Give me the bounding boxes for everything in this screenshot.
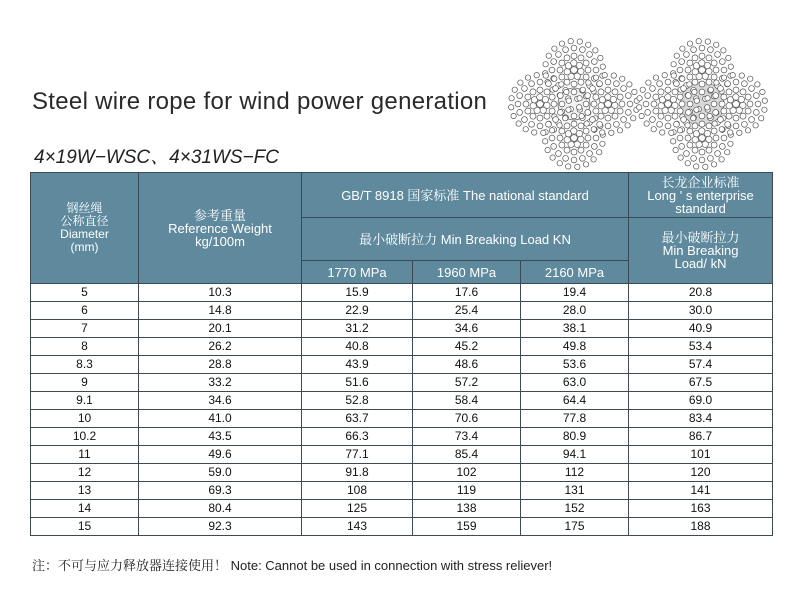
- cell-weight: 34.6: [139, 392, 302, 410]
- cell-weight: 80.4: [139, 500, 302, 518]
- wire-rope-fibre-core-cross-section-icon: [636, 38, 768, 170]
- spec-table-body: [31, 284, 773, 536]
- cell-load-enterprise: 40.9: [629, 320, 773, 338]
- cell-load-enterprise: 30.0: [629, 302, 773, 320]
- cell-load-1960: 45.2: [413, 338, 521, 356]
- cell-load-1960: 70.6: [413, 410, 521, 428]
- enterprise-load-header: 最小破断拉力 Min Breaking Load/ kN: [629, 218, 773, 284]
- national-load-header: 最小破断拉力 Min Breaking Load KN: [302, 218, 629, 261]
- cell-load-enterprise: 20.8: [629, 284, 773, 302]
- cell-load-1960: 17.6: [413, 284, 521, 302]
- cell-diameter: 8.3: [31, 356, 139, 374]
- cell-load-2160: 53.6: [521, 356, 629, 374]
- cell-load-1770: 51.6: [302, 374, 413, 392]
- table-row: [31, 356, 773, 374]
- cell-load-enterprise: 67.5: [629, 374, 773, 392]
- cell-diameter: 12: [31, 464, 139, 482]
- diameter-header: 钢丝绳 公称直径 Diameter (mm): [31, 173, 139, 284]
- cell-load-1770: 22.9: [302, 302, 413, 320]
- cell-weight: 43.5: [139, 428, 302, 446]
- grade-1960-header: 1960 MPa: [413, 261, 521, 284]
- cell-load-1960: 57.2: [413, 374, 521, 392]
- cell-weight: 26.2: [139, 338, 302, 356]
- table-row: [31, 338, 773, 356]
- cell-diameter: 5: [31, 284, 139, 302]
- cell-load-enterprise: 101: [629, 446, 773, 464]
- cell-load-1960: 25.4: [413, 302, 521, 320]
- cell-load-enterprise: 53.4: [629, 338, 773, 356]
- cell-weight: 33.2: [139, 374, 302, 392]
- table-row: [31, 284, 773, 302]
- cell-load-1960: 48.6: [413, 356, 521, 374]
- page-title: Steel wire rope for wind power generation: [32, 88, 488, 115]
- cell-diameter: 6: [31, 302, 139, 320]
- cell-load-1960: 58.4: [413, 392, 521, 410]
- cell-load-enterprise: 188: [629, 518, 773, 536]
- cell-weight: 20.1: [139, 320, 302, 338]
- table-row: [31, 374, 773, 392]
- cell-load-2160: 64.4: [521, 392, 629, 410]
- cell-load-1770: 91.8: [302, 464, 413, 482]
- cell-load-1770: 143: [302, 518, 413, 536]
- cell-load-enterprise: 83.4: [629, 410, 773, 428]
- cell-load-2160: 112: [521, 464, 629, 482]
- cell-weight: 14.8: [139, 302, 302, 320]
- grade-1770-header: 1770 MPa: [302, 261, 413, 284]
- table-row: [31, 302, 773, 320]
- cell-load-1770: 43.9: [302, 356, 413, 374]
- cell-load-2160: 131: [521, 482, 629, 500]
- grade-2160-header: 2160 MPa: [521, 261, 629, 284]
- cell-weight: 41.0: [139, 410, 302, 428]
- cell-load-enterprise: 141: [629, 482, 773, 500]
- cell-load-1770: 40.8: [302, 338, 413, 356]
- cell-load-1770: 125: [302, 500, 413, 518]
- wire-rope-cross-section-icon: [508, 38, 640, 170]
- cell-load-1770: 15.9: [302, 284, 413, 302]
- cell-weight: 49.6: [139, 446, 302, 464]
- cell-load-1960: 119: [413, 482, 521, 500]
- table-row: [31, 482, 773, 500]
- cell-load-1960: 85.4: [413, 446, 521, 464]
- cell-diameter: 10.2: [31, 428, 139, 446]
- national-standard-header: GB/T 8918 国家标准 The national standard: [302, 173, 629, 218]
- table-row: [31, 410, 773, 428]
- weight-header: 参考重量 Reference Weight kg/100m: [139, 173, 302, 284]
- table-row: [31, 392, 773, 410]
- cell-load-2160: 94.1: [521, 446, 629, 464]
- usage-note: 注：不可与应力释放器连接使用！ Note: Cannot be used in connection with stress reliever!: [32, 558, 553, 573]
- cell-diameter: 10: [31, 410, 139, 428]
- table-row: [31, 464, 773, 482]
- cell-load-1960: 159: [413, 518, 521, 536]
- table-row: [31, 518, 773, 536]
- cell-diameter: 7: [31, 320, 139, 338]
- cell-diameter: 14: [31, 500, 139, 518]
- table-row: [31, 446, 773, 464]
- cell-diameter: 9: [31, 374, 139, 392]
- table-row: [31, 320, 773, 338]
- cell-diameter: 8: [31, 338, 139, 356]
- cell-load-enterprise: 120: [629, 464, 773, 482]
- cell-load-2160: 28.0: [521, 302, 629, 320]
- cell-weight: 59.0: [139, 464, 302, 482]
- cell-load-enterprise: 86.7: [629, 428, 773, 446]
- cell-load-1770: 52.8: [302, 392, 413, 410]
- enterprise-standard-header: 长龙企业标准 Long ' s enterprise standard: [629, 173, 773, 218]
- table-row: [31, 428, 773, 446]
- cell-load-2160: 38.1: [521, 320, 629, 338]
- spec-table: [30, 172, 773, 536]
- cell-diameter: 11: [31, 446, 139, 464]
- cell-load-1770: 63.7: [302, 410, 413, 428]
- cell-load-2160: 80.9: [521, 428, 629, 446]
- table-row: [31, 500, 773, 518]
- cell-load-2160: 63.0: [521, 374, 629, 392]
- cell-load-1960: 102: [413, 464, 521, 482]
- cell-weight: 92.3: [139, 518, 302, 536]
- cell-weight: 10.3: [139, 284, 302, 302]
- cell-load-2160: 175: [521, 518, 629, 536]
- cell-load-2160: 49.8: [521, 338, 629, 356]
- cell-load-2160: 152: [521, 500, 629, 518]
- cell-load-1770: 77.1: [302, 446, 413, 464]
- cell-load-enterprise: 57.4: [629, 356, 773, 374]
- cell-load-enterprise: 69.0: [629, 392, 773, 410]
- cell-load-1960: 138: [413, 500, 521, 518]
- cell-weight: 69.3: [139, 482, 302, 500]
- cell-weight: 28.8: [139, 356, 302, 374]
- cell-load-2160: 77.8: [521, 410, 629, 428]
- cell-load-1770: 31.2: [302, 320, 413, 338]
- cell-load-1960: 34.6: [413, 320, 521, 338]
- cell-load-1770: 108: [302, 482, 413, 500]
- cell-load-1960: 73.4: [413, 428, 521, 446]
- cell-load-enterprise: 163: [629, 500, 773, 518]
- cell-diameter: 9.1: [31, 392, 139, 410]
- cell-load-1770: 66.3: [302, 428, 413, 446]
- cell-diameter: 15: [31, 518, 139, 536]
- cell-load-2160: 19.4: [521, 284, 629, 302]
- cell-diameter: 13: [31, 482, 139, 500]
- rope-construction-subtitle: 4×19W−WSC、4×31WS−FC: [34, 147, 279, 168]
